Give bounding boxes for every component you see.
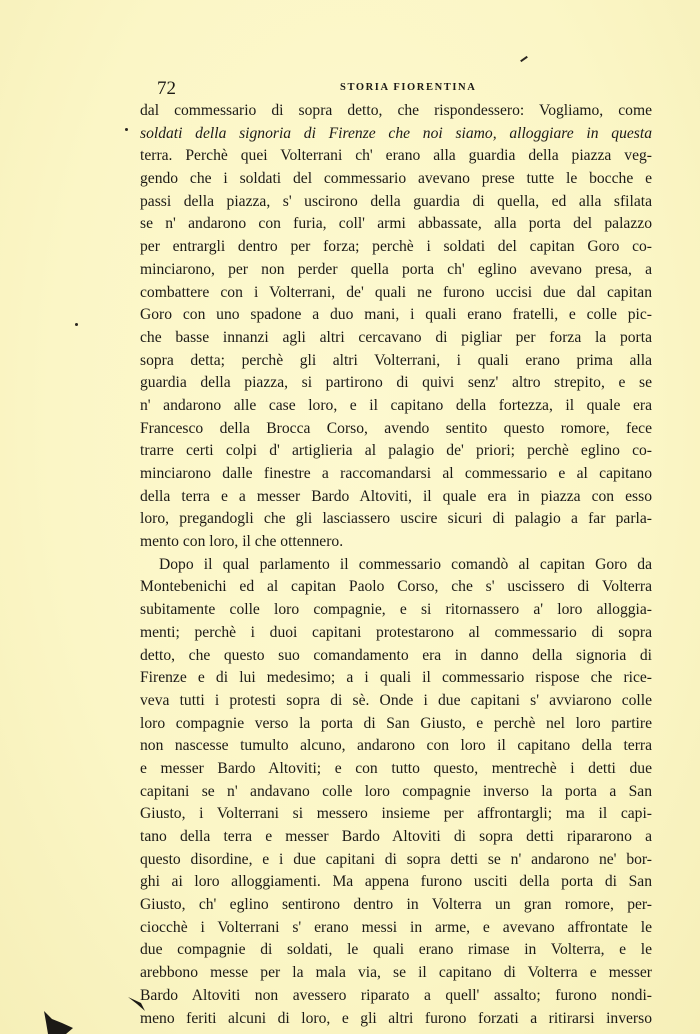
text-line: non nascesse tumulto alcuno, andarono con loro il capitano della terra xyxy=(140,737,652,755)
text-line: e messer Bardo Altoviti; e con tutto questo, mentrechè i detti due xyxy=(140,759,652,777)
text-line: questo disordine, e i due capitani di sopra detti se n' andarono ne' bor- xyxy=(140,850,652,868)
text-line: che basse innanzi agli altri cercavano di pigliar per forza la porta xyxy=(140,328,652,346)
text-line: mento con loro, il che ottennero. xyxy=(140,533,344,551)
text-line: loro, pregandogli che gli lasciassero uscire sicuri di palagio a far parla- xyxy=(140,510,652,528)
text-line: passi della piazza, s' uscirono della guardia di quella, ed alla sfilata xyxy=(140,192,652,210)
text-line: trarre certi colpi d' artiglieria al palagio de' priori; perchè eglino co- xyxy=(140,442,652,460)
text-line: gendo che i soldati del commessario avevano prese tutte le bocche e xyxy=(140,170,652,188)
text-line: Francesco della Brocca Corso, avendo sentito questo romore, fece xyxy=(140,419,652,437)
text-line: veva tutti i protesti sopra di sè. Onde i due capitani s' avviarono colle xyxy=(140,691,652,709)
text-line: minciarono dalle finestre a raccomandarsi al commessario e al capitano xyxy=(140,465,652,482)
text-line: se n' andarono con furia, coll' armi abbassate, alla porta del palazzo xyxy=(140,215,652,233)
text-line: detto, che questo suo comandamento era in danno della signoria di xyxy=(140,646,652,664)
text-line: terra. Perchè quei Volterrani ch' erano alla guardia della piazza veg- xyxy=(140,147,652,165)
text-line: menti; perchè i duoi capitani protestarono al commessario di sopra xyxy=(140,623,652,641)
text-line: arebbono messe per la mala via, se il capitano di Volterra e messer xyxy=(140,964,652,982)
text-line: guardia della piazza, si partirono di quivi senz' altro strepito, e se xyxy=(140,374,652,392)
text-line: sopra detta; perchè gli altri Volterrani, i quali erano prima alla xyxy=(140,351,652,369)
text-line: Goro con uno spadone a duo mani, i quali erano fratelli, e colle pic- xyxy=(140,306,652,324)
text-line: ghi ai loro alloggiamenti. Ma appena furono usciti della porta di San xyxy=(140,873,652,891)
text-line: Bardo Altoviti non avessero riparato a quell' assalto; furono nondi- xyxy=(140,986,652,1004)
text-line: meno feriti alcuni di loro, e gli altri furono forzati a ritirarsi inverso xyxy=(140,1009,652,1027)
ink-blot xyxy=(128,997,145,1011)
text-line: minciarono, per non perder quella porta ch' eglino avevano presa, a xyxy=(140,260,652,278)
text-line: loro compagnie verso la porta di San Giusto, e perchè nel loro partire xyxy=(140,714,652,732)
text-line: dal commessario di sopra detto, che rispondessero: Vogliamo, come xyxy=(140,102,652,119)
text-line: combattere con i Volterrani, de' quali ne furono uccisi due dal capitan xyxy=(140,283,652,301)
running-title: STORIA FIORENTINA xyxy=(340,82,477,93)
text-line: Firenze e di lui medesimo; a i quali il commessario rispose che rice- xyxy=(140,669,652,687)
text-line: della terra e a messer Bardo Altoviti, il quale era in piazza con esso xyxy=(140,487,652,505)
text-line: Montebenichi ed al capitan Paolo Corso, che s' uscissero di Volterra xyxy=(140,578,652,596)
text-line: Dopo il qual parlamento il commessario comandò al capitan Goro da xyxy=(159,555,652,573)
text-line: soldati della signoria di Firenze che noi siamo, alloggiare in questa xyxy=(140,124,652,142)
page-number: 72 xyxy=(157,78,176,99)
ink-blot xyxy=(44,1011,73,1034)
text-line: capitani se n' andavano colle loro compagnie inverso la porta a San xyxy=(140,782,652,800)
text-line: subitamente colle loro compagnie, e si ritornassero a' loro alloggia- xyxy=(140,601,652,619)
text-line: ciocchè i Volterrani s' erano messi in arme, e avevano affrontate le xyxy=(140,918,652,936)
text-line: Giusto, ch' eglino sentirono dentro in Volterra un gran romore, per- xyxy=(140,896,652,914)
text-line: per entrargli dentro per forza; perchè i soldati del capitan Goro co- xyxy=(140,238,652,256)
text-line: due compagnie di soldati, le quali erano rimase in Volterra, e le xyxy=(140,941,652,959)
text-line: tano della terra e messer Bardo Altoviti di sopra detti ripararono a xyxy=(140,828,652,845)
text-line: Giusto, i Volterrani si messero insieme per affrontargli; ma il capi- xyxy=(140,805,652,823)
text-line: n' andarono alle case loro, e il capitano della fortezza, il quale era xyxy=(140,396,652,414)
